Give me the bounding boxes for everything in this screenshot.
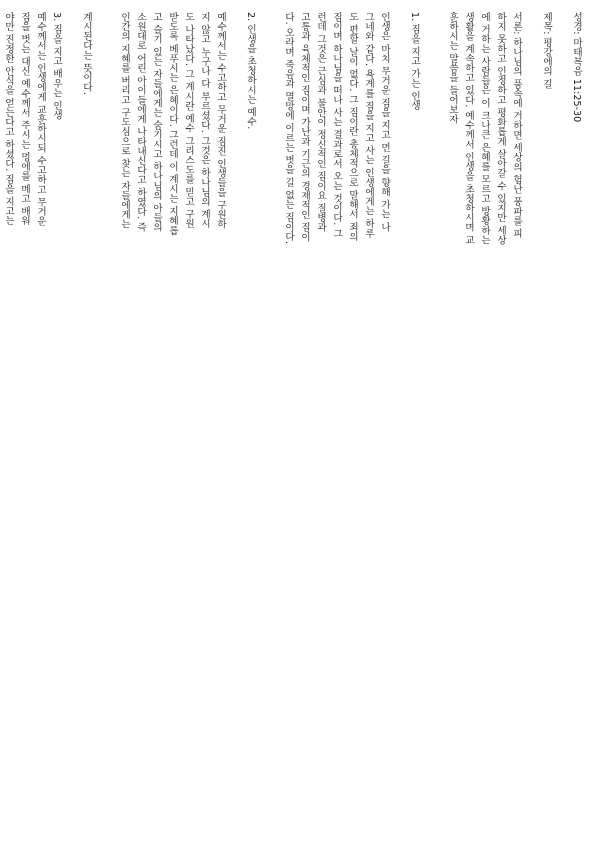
intro-line: 하지 못하고 인정하고 평화롭게 살아갈 수 있지만 세상 <box>495 12 506 245</box>
section-1-line: 도 편할 날이 없다. 그 짐이란 총체적으로 말해서 죄의 <box>347 12 358 242</box>
scripture-reference: 성경: 마태복음 11:25-30 <box>571 12 582 123</box>
section-3-line: 짐을 벗는 대신 예수께서 주시는 멍에를 메고 배워 <box>19 12 30 226</box>
section-2-line: 계시된다는 뜻이다. <box>81 12 92 95</box>
section-1-line: 런데 그것은 근심과 불안이 정신적인 짐이요 질병과 <box>315 12 326 232</box>
intro-line: 서론: 하나님의 품속에 거하면 세상의 험난 풍파를 피 <box>511 12 522 239</box>
intro-line: 훈하시는 말씀을 들어보자 <box>447 12 458 124</box>
sermon-title: 제목: 평강에의 길 <box>541 12 552 89</box>
section-3-line: 야만 진정한 안식을 얻는다고 하셨다. 짐을 지고는 <box>3 12 14 226</box>
section-1-heading: 1. 짐을 지고 가는 인생 <box>409 12 420 111</box>
section-1-line: 짐이며 하나님을 떠나 사는 결과로서 오는 것이다. 그 <box>331 12 342 238</box>
section-3-heading: 3. 짐을 지고 배우는 인생 <box>51 12 62 120</box>
section-2-line: 지 않고 누구나 다 부르셨다. 그것은 하나님의 계시 <box>199 12 210 229</box>
section-1-line: 고통과 육체적인 짐이며 가난과 기근의 경제적인 짐이 <box>299 12 310 242</box>
section-2-line: 소원대로 어린 아이들에게 나타내신다고 하였다. 즉 <box>135 12 146 232</box>
section-2-line: 예수께서는 수고하고 무거운 짐진 인생들을 구원하 <box>215 12 226 229</box>
section-2-heading: 2. 인생을 초청하시는 예수. <box>245 12 256 130</box>
section-2-line: 인간의 지혜를 버리고 구도심으로 찾는 자들에게는 <box>119 12 130 229</box>
section-1-line: 다. 오라며 죽음과 멸망에 이르는 벗을 길 없는 짐이다. <box>283 12 294 245</box>
intro-line: 생활을 계속하고 있다. 예수께서 인생을 초청하시며 교 <box>463 12 474 245</box>
section-1-line: 인생은 마치 무거운 짐을 지고 먼 길을 향해 가는 나 <box>379 12 390 232</box>
intro-line: 에 거하는 사람들은 이 크나큰 은혜를 모르고 방황하는 <box>479 12 490 245</box>
section-2-line: 도 나타났다. 그 계시란 예수 그리스도를 믿고 구원 <box>183 12 194 229</box>
section-1-line: 그네와 같다. 욕계를 짐을 지고 사는 인생에게는 하루 <box>363 12 374 238</box>
section-2-line: 고 슬기 있는 자들에게는 숨기시고 하나님의 아들의 <box>151 12 162 232</box>
section-3-line: 예수께서는 인생에게 교훈하시되 수고하고 무거운 <box>35 12 46 226</box>
section-2-line: 받도록 베푸시는 은혜이다. 그런데 이 계시는 지혜롭 <box>167 12 178 235</box>
document-body <box>3 12 584 552</box>
